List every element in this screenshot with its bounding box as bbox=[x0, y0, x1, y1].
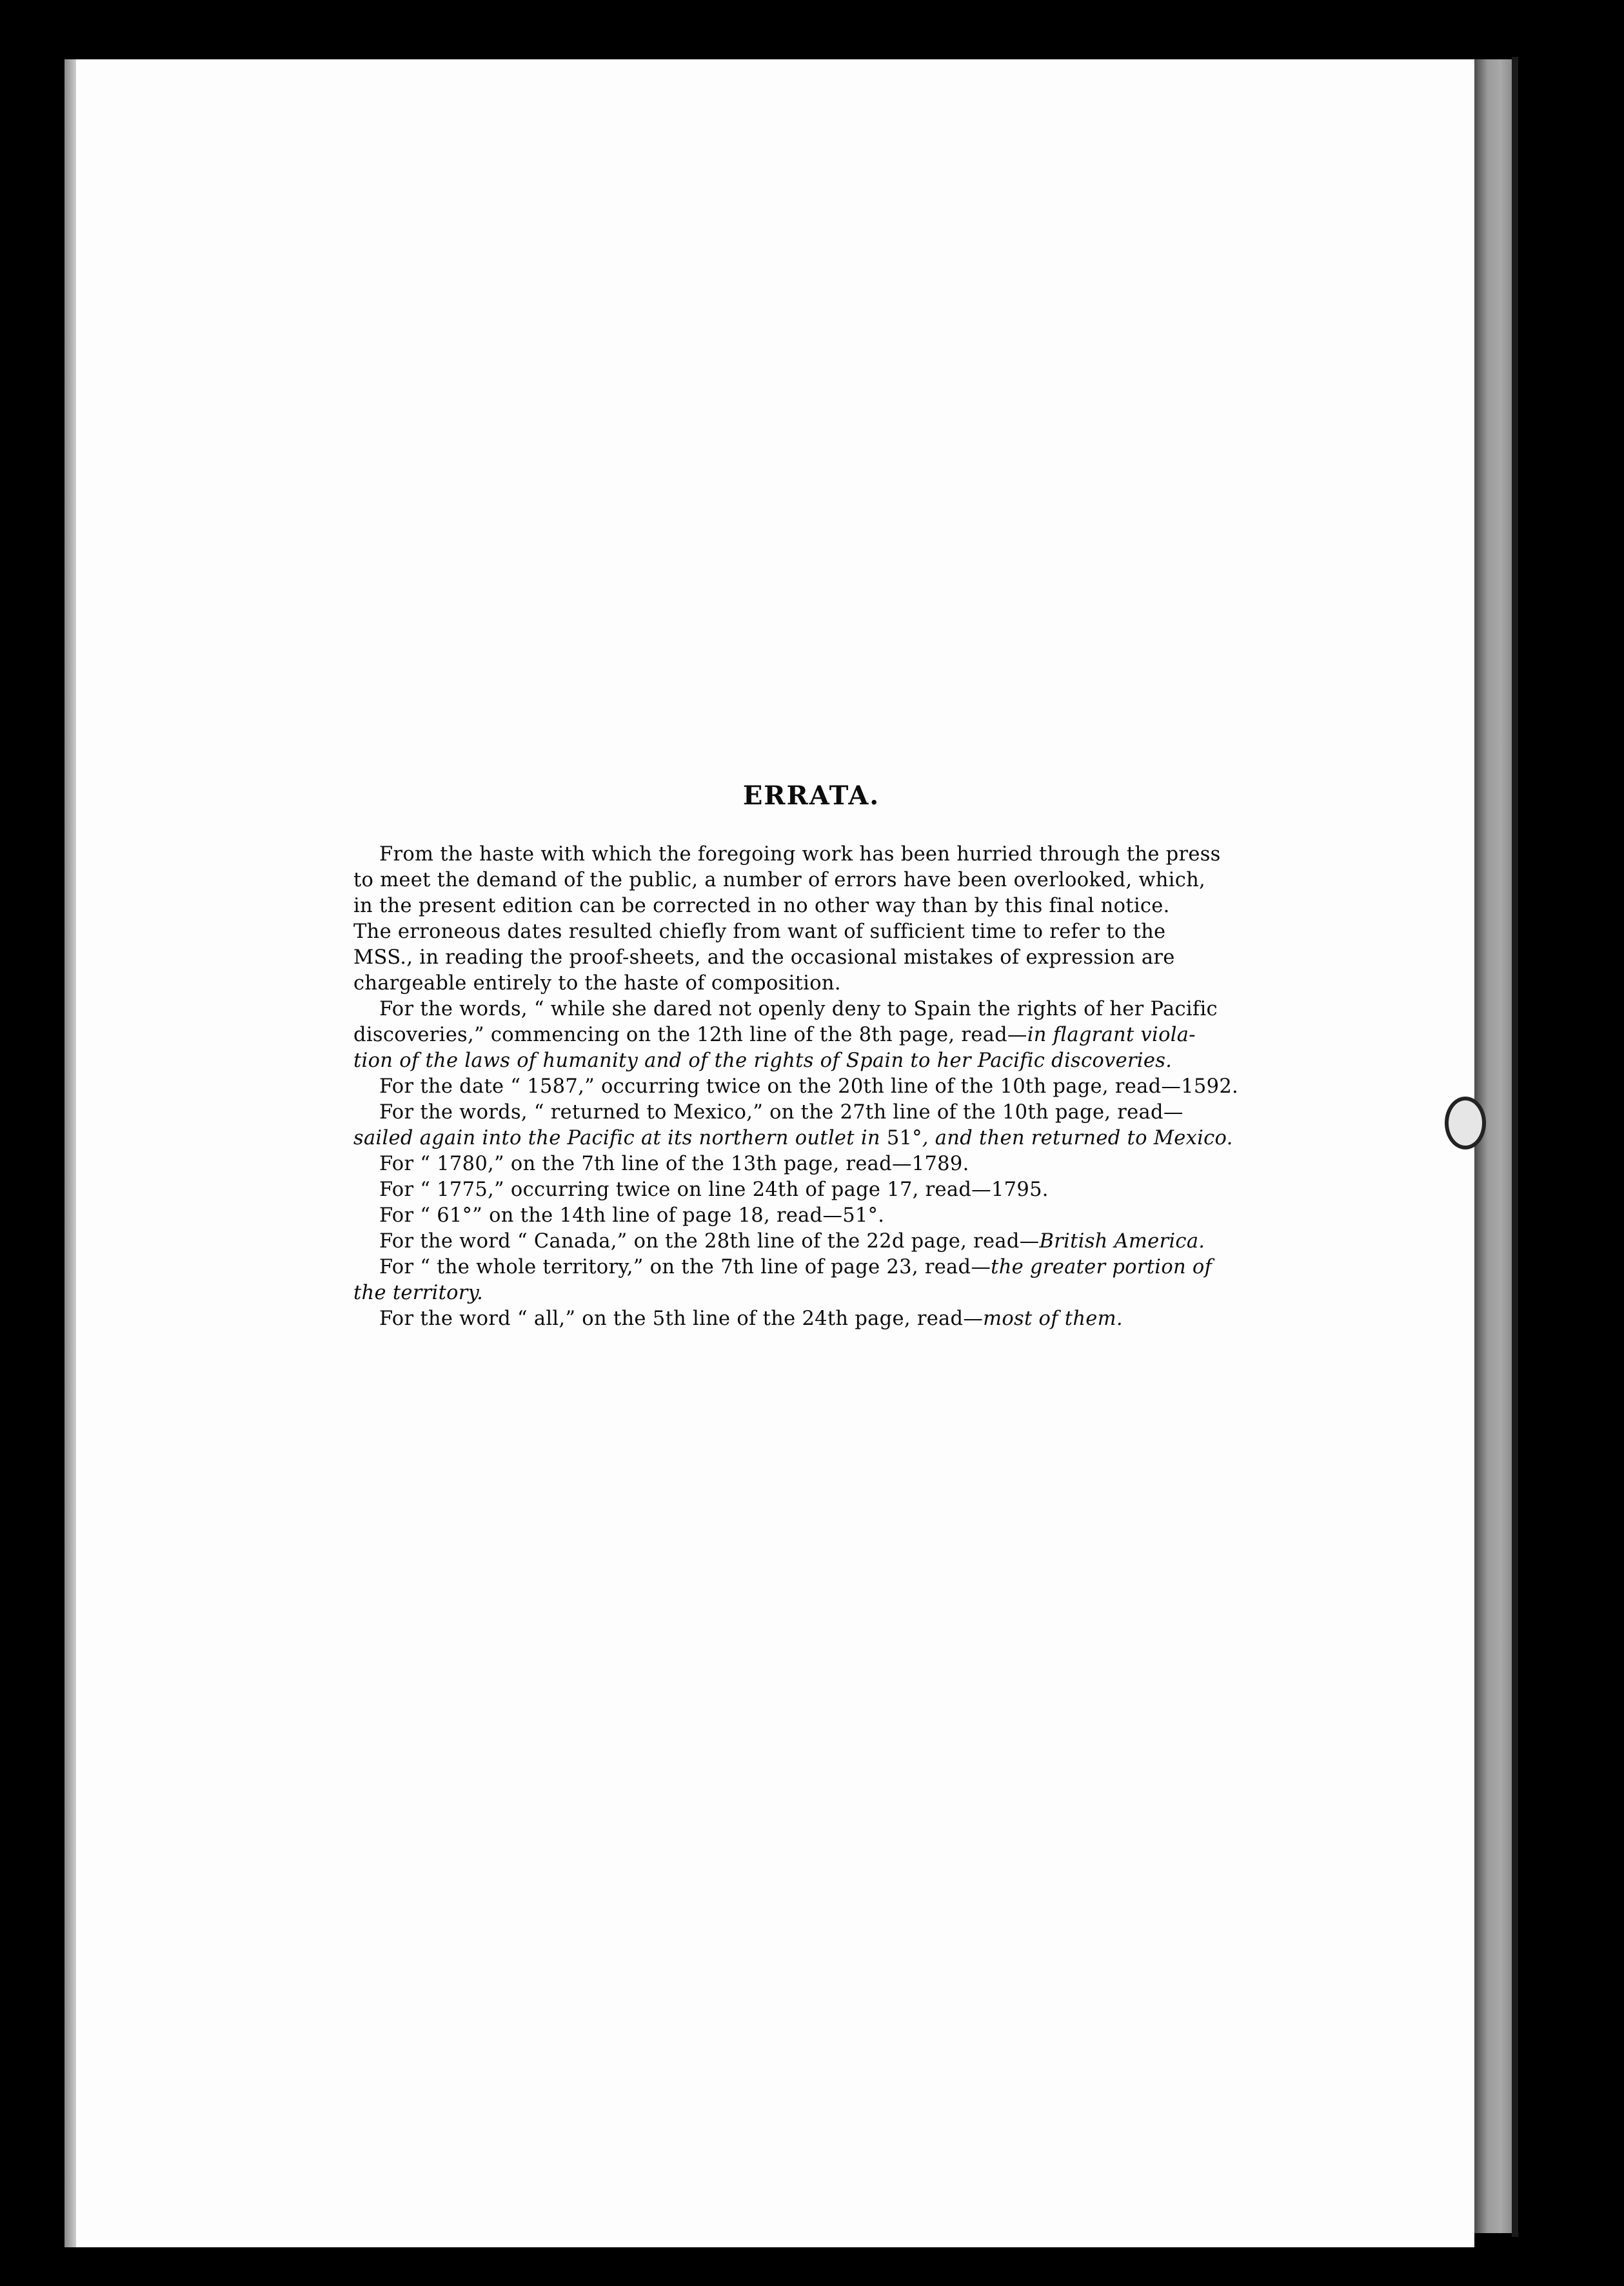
errata-line bbox=[353, 945, 1269, 971]
errata-text: 51° bbox=[886, 1127, 922, 1149]
errata-line bbox=[353, 893, 1269, 919]
errata-body bbox=[353, 842, 1269, 1332]
errata-text: The erroneous dates resulted chiefly from want of sufficient time to refer to the bbox=[353, 920, 1166, 943]
binding-hole-mark bbox=[1445, 1097, 1486, 1149]
errata-text: For the word “ all,” on the 5th line of the 24th page, read— bbox=[379, 1307, 984, 1330]
book-spine-rim bbox=[1512, 57, 1518, 2237]
errata-section bbox=[353, 780, 1269, 1332]
errata-text: to meet the demand of the public, a number of errors have been overlooked, which, bbox=[353, 869, 1206, 891]
errata-line bbox=[353, 1074, 1269, 1100]
errata-line bbox=[353, 1177, 1269, 1203]
errata-line bbox=[353, 1100, 1269, 1126]
errata-text: For “ the whole territory,” on the 7th line of page 23, read— bbox=[379, 1256, 991, 1278]
errata-italic-text: most of them. bbox=[983, 1307, 1123, 1330]
errata-text: in the present edition can be corrected in no other way than by this final notice. bbox=[353, 895, 1170, 917]
errata-line bbox=[353, 1126, 1269, 1151]
errata-italic-text: the territory. bbox=[353, 1282, 484, 1304]
errata-heading: ERRATA. bbox=[742, 780, 880, 811]
errata-line bbox=[353, 842, 1269, 868]
book-spine-edge bbox=[1474, 59, 1512, 2233]
errata-text: MSS., in reading the proof-sheets, and the occasional mistakes of expression are bbox=[353, 946, 1175, 969]
errata-text: For “ 1775,” occurring twice on line 24th of page 17, read—1795. bbox=[379, 1178, 1049, 1201]
errata-line bbox=[353, 1151, 1269, 1177]
errata-italic-text: British America. bbox=[1039, 1230, 1205, 1253]
errata-italic-text: in flagrant viola- bbox=[1027, 1024, 1196, 1046]
errata-text: For the date “ 1587,” occurring twice on the 20th line of the 10th page, read—1592. bbox=[379, 1075, 1239, 1098]
errata-line bbox=[353, 1022, 1269, 1048]
errata-italic-text: the greater portion of bbox=[991, 1256, 1213, 1278]
errata-line bbox=[353, 1255, 1269, 1280]
errata-line bbox=[353, 868, 1269, 893]
errata-italic-text: tion of the laws of humanity and of the rights of Spain to her Pacific discoveries. bbox=[353, 1049, 1173, 1072]
errata-text: For the words, “ while she dared not openly deny to Spain the rights of her Pacific bbox=[379, 998, 1218, 1020]
errata-text: For the words, “ returned to Mexico,” on the 27th line of the 10th page, read— bbox=[379, 1101, 1183, 1124]
errata-text: For “ 61°” on the 14th line of page 18, read—51°. bbox=[379, 1204, 885, 1227]
errata-text: For “ 1780,” on the 7th line of the 13th page, read—1789. bbox=[379, 1153, 969, 1175]
errata-line bbox=[353, 1306, 1269, 1332]
errata-italic-text: sailed again into the Pacific at its northern outlet in bbox=[353, 1127, 887, 1149]
errata-line bbox=[353, 919, 1269, 945]
errata-text: discoveries,” commencing on the 12th line of the 8th page, read— bbox=[353, 1024, 1027, 1046]
errata-italic-text: , and then returned to Mexico. bbox=[922, 1127, 1233, 1149]
errata-text: From the haste with which the foregoing work has been hurried through the press bbox=[379, 843, 1221, 866]
errata-line bbox=[353, 971, 1269, 997]
errata-line bbox=[353, 1280, 1269, 1306]
errata-line bbox=[353, 1203, 1269, 1229]
errata-line bbox=[353, 1048, 1269, 1074]
errata-text: chargeable entirely to the haste of composition. bbox=[353, 972, 841, 995]
errata-text: For the word “ Canada,” on the 28th line of the 22d page, read— bbox=[379, 1230, 1040, 1253]
errata-line bbox=[353, 997, 1269, 1022]
errata-line bbox=[353, 1229, 1269, 1255]
